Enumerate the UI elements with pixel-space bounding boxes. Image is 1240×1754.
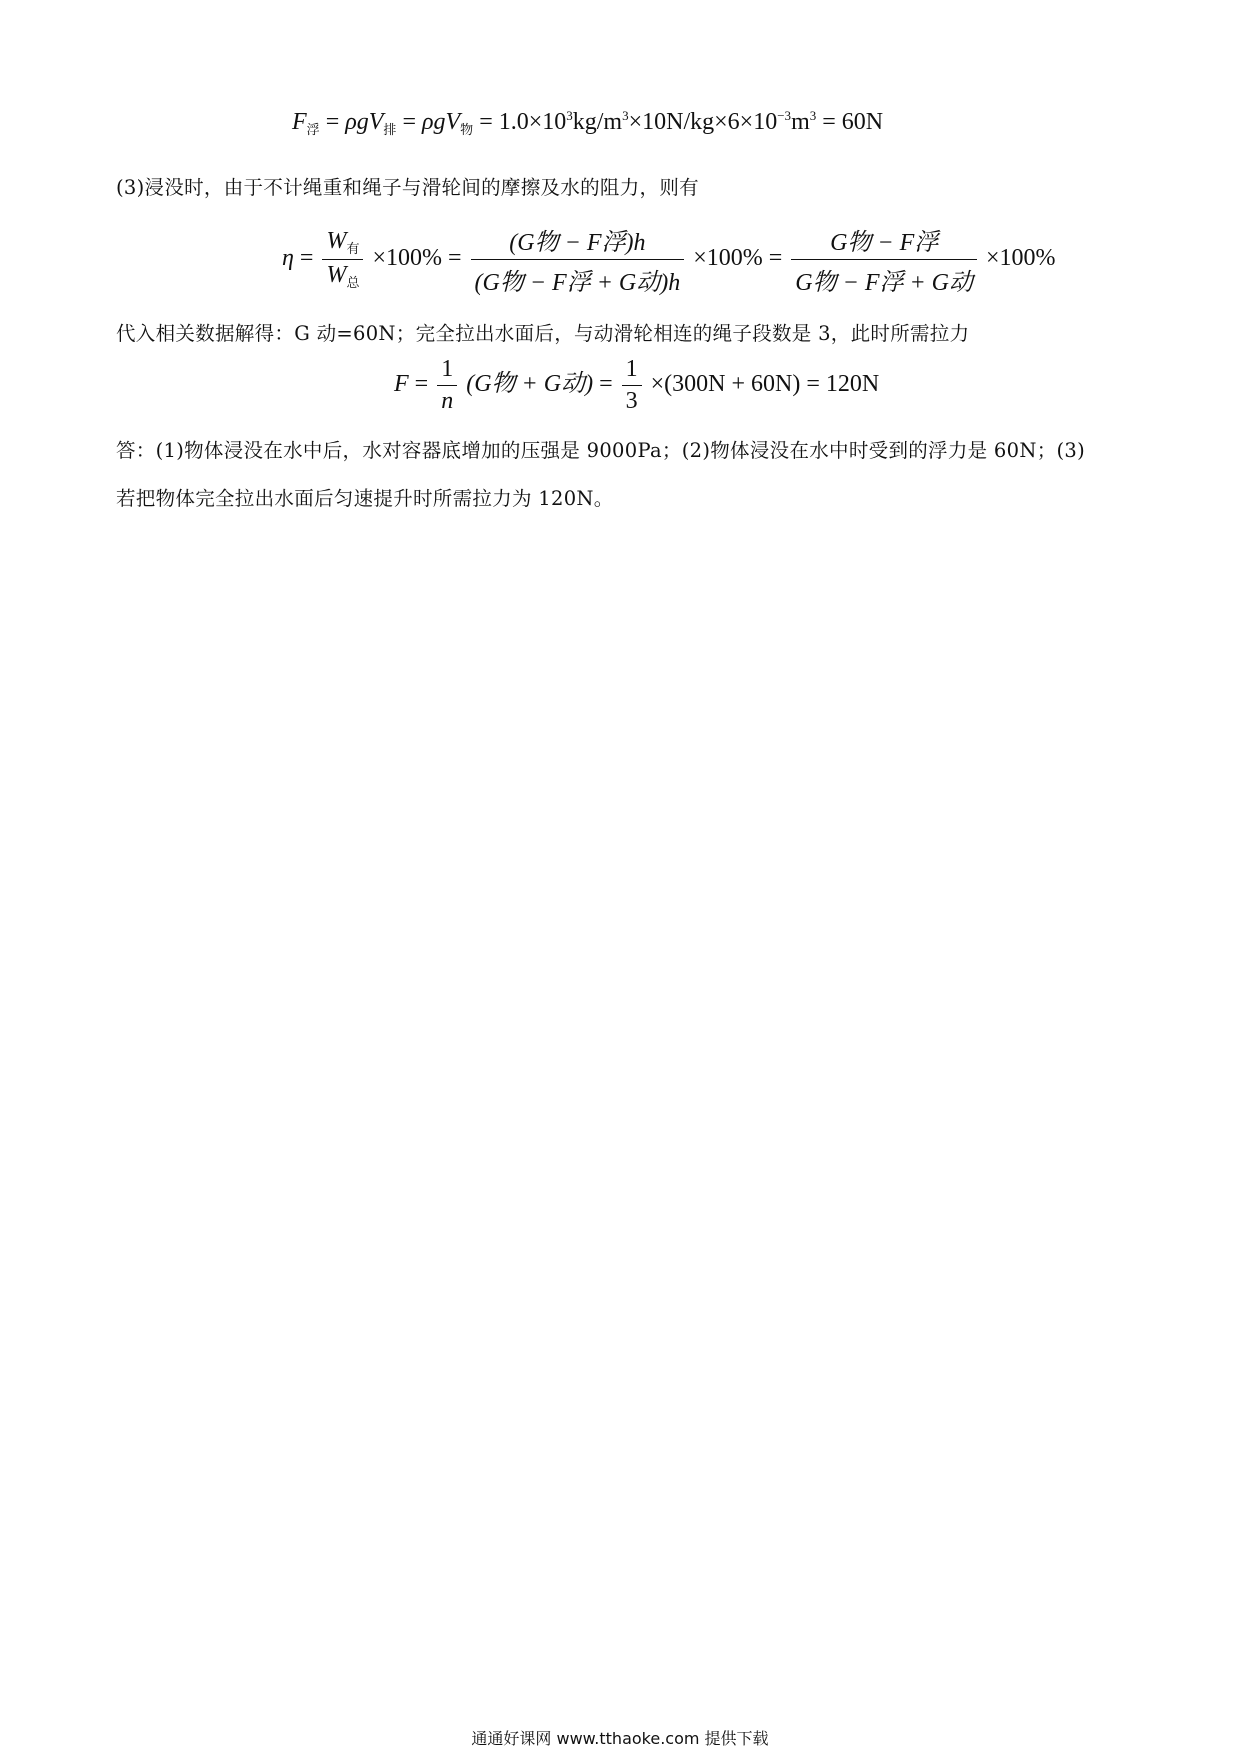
fraction-one-third: $\frac{1}{3}$ <box>622 356 642 415</box>
equation-pulling-force: F = $\frac{1}{n}$ (G物 + G动) = $\frac{1}{3}$ ×(300N + 60N) = 120N <box>394 356 880 414</box>
fraction-force-ratio: $\frac{\text{G物 − F浮}}{\text{G物 − F浮 + G动}}$ <box>791 222 977 297</box>
equation-buoyancy: $F_浮 = \rho gV_排 = \rho gV_物 = 1.0\times 10^3kg/m^3\times 10N/kg\times 6\times 10^{-3}m^3 = 60N$ <box>292 108 884 137</box>
substitution-text: 代入相关数据解得：G 动=60N；完全拉出水面后，与动滑轮相连的绳子段数是 3，此时所需拉力 <box>116 322 970 345</box>
fraction-one-over-n: $\frac{1}{n}$ <box>437 356 457 415</box>
footer-text: 通通好课网 www.tthaoke.com 提供下载 <box>471 1729 769 1748</box>
answer-line-2: 若把物体完全拉出水面后匀速提升时所需拉力为 120N。 <box>116 487 614 510</box>
fraction-w-useful-over-total: $\frac{W_有}{W_总}$ <box>322 228 363 291</box>
equation-efficiency: η = $\frac{W_有}{W_总}$ ×100% = $\frac{\text{(G物 − F浮)h}}{\text{(G物 − F浮 + G动)h}}$ ×100% = $\frac{\text{G物 − F浮}}{\text{G物 − F浮 + G动}}$ ×100% <box>282 222 1056 297</box>
step3-intro-text: (3)浸没时，由于不计绳重和绳子与滑轮间的摩擦及水的阻力，则有 <box>116 176 699 199</box>
answer-line-1: 答：(1)物体浸没在水中后，水对容器底增加的压强是 9000Pa；(2)物体浸没在水中时受到的浮力是 60N；(3) <box>116 439 1086 462</box>
fraction-work-expanded: $\frac{\text{(G物 − F浮)h}}{\text{(G物 − F浮 + G动)h}}$ <box>471 222 685 297</box>
